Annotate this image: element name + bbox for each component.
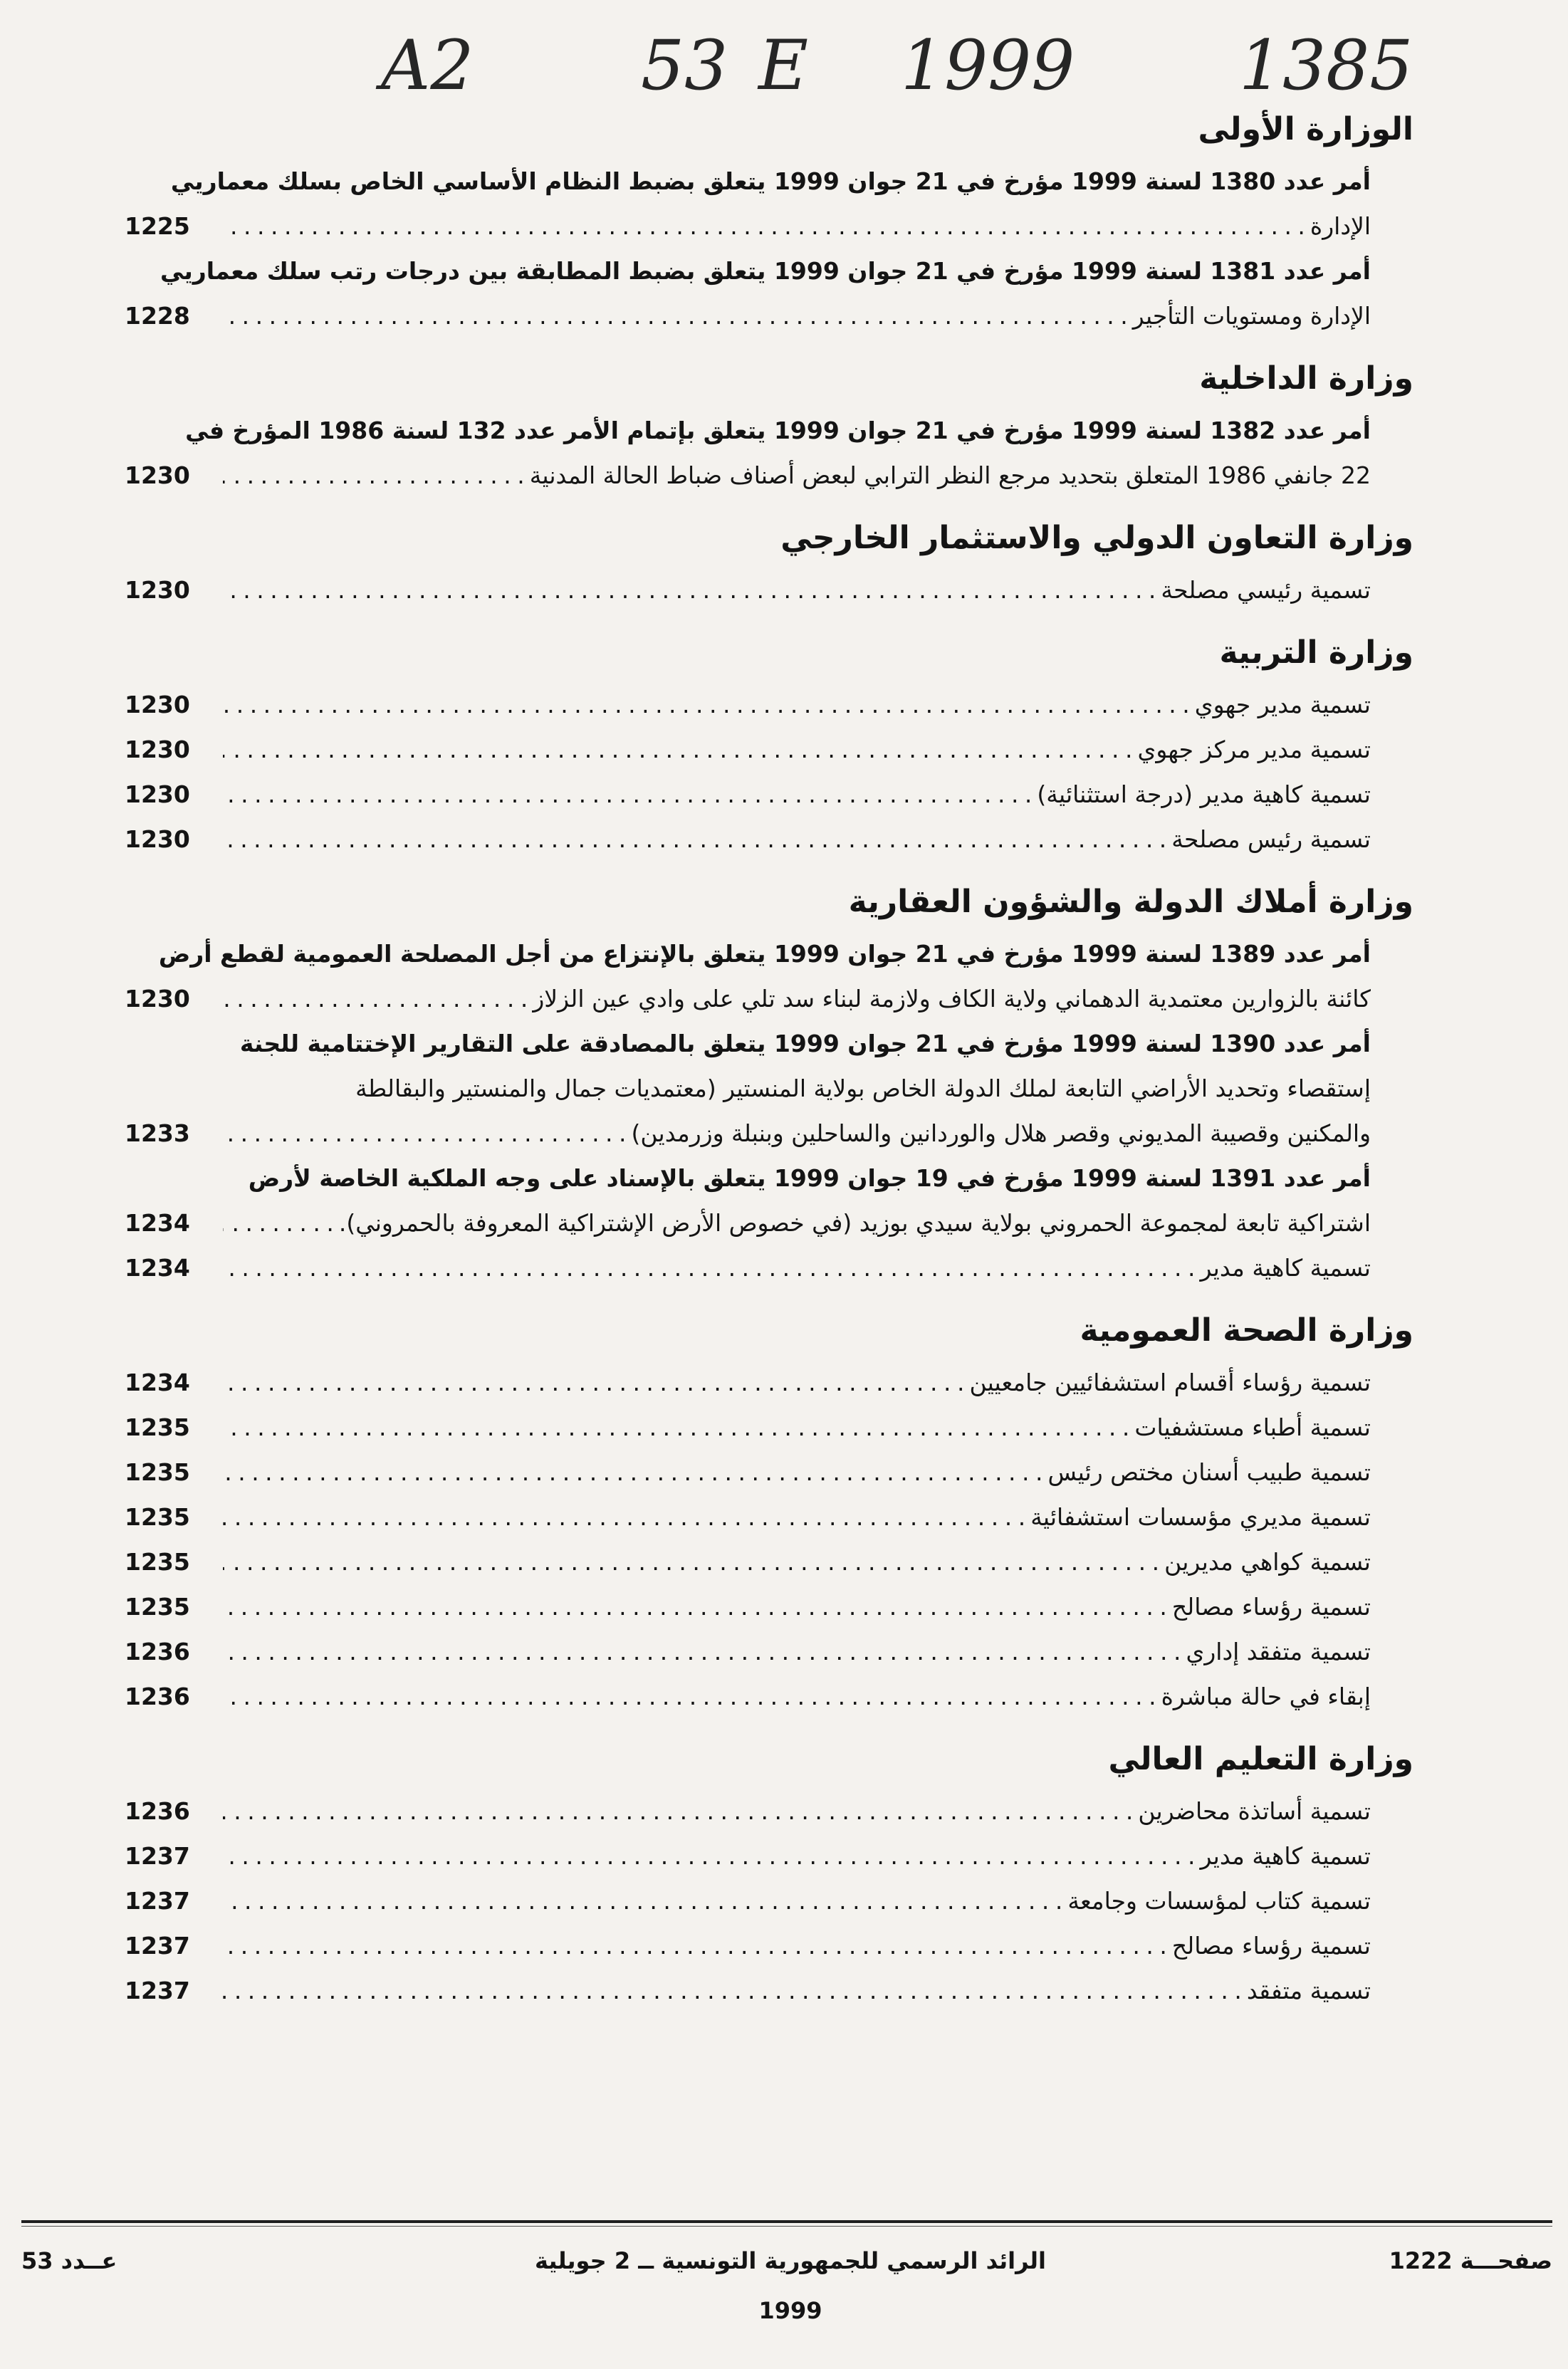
item-text: تسمية كتاب لمؤسسات وجامعة: [1067, 1887, 1371, 1915]
page-number: 1235: [125, 1593, 190, 1621]
dot-leader: [223, 453, 524, 498]
dot-leader: [223, 727, 1131, 772]
footer-divider-thin: [21, 2226, 1552, 2227]
list-item: [125, 1923, 1413, 1968]
page-number: 1230: [125, 825, 190, 853]
handwritten-annotation: 1999: [901, 26, 1075, 105]
decree-line: [125, 1111, 1371, 1156]
dot-leader: [223, 682, 1189, 727]
dot-leader: [223, 204, 1305, 249]
page-number: 1237: [125, 1842, 190, 1870]
list-item: [125, 1360, 1413, 1405]
dot-leader: [223, 1789, 1132, 1834]
decree-entry: [125, 159, 1413, 249]
list-item: [125, 682, 1413, 727]
page-number: 1234: [125, 1369, 190, 1396]
list-item: [125, 1245, 1413, 1290]
dot-leader: [223, 1245, 1194, 1290]
decree-text: والمكنين وقصيبة المديوني وقصر هلال والوردانين والساحلين وبنبلة وزرمدين): [631, 1119, 1371, 1147]
page-number: 1236: [125, 1797, 190, 1825]
page-number: 1230: [125, 780, 190, 808]
item-text: تسمية كاهية مدير (درجة استثنائية): [1037, 780, 1371, 808]
item-text: تسمية طبيب أسنان مختص رئيس: [1047, 1458, 1371, 1486]
page-number: 1233: [125, 1119, 190, 1147]
page-number: 1234: [125, 1209, 190, 1237]
dot-leader: [223, 1674, 1156, 1719]
page-number: 1237: [125, 1932, 190, 1960]
page-number: 1230: [125, 576, 190, 604]
decree-text: الإدارة ومستويات التأجير: [1132, 302, 1371, 330]
decree-entry: [125, 1156, 1413, 1245]
decree-line: [125, 1201, 1371, 1245]
list-item: [125, 1629, 1413, 1674]
item-text: تسمية أساتذة محاضرين: [1138, 1797, 1371, 1825]
list-item: [125, 1968, 1413, 2013]
footer-journal-title: الرائد الرسمي للجمهورية التونسية ــ 2 جويلية 1999: [535, 2247, 1046, 2324]
item-text: تسمية أطباء مستشفيات: [1134, 1413, 1371, 1441]
footer-divider: [21, 2220, 1552, 2223]
dot-leader: [223, 1539, 1159, 1584]
list-item: [125, 1789, 1413, 1834]
decree-entry: [125, 931, 1413, 1021]
decree-entry: [125, 1021, 1413, 1156]
list-item: [125, 1405, 1413, 1450]
dot-leader: [223, 817, 1166, 862]
page-number: 1235: [125, 1548, 190, 1576]
decree-entry: [125, 249, 1413, 338]
section-title: وزارة الداخلية: [1199, 360, 1413, 397]
item-text: تسمية رئيسي مصلحة: [1161, 576, 1371, 604]
section-title: الوزارة الأولى: [1198, 111, 1413, 147]
dot-leader: [223, 772, 1031, 817]
dot-leader: [223, 1405, 1129, 1450]
decree-line: [125, 293, 1371, 338]
decree-line: [125, 204, 1371, 249]
section-title: وزارة أملاك الدولة والشؤون العقارية: [848, 884, 1413, 920]
page-number: 1237: [125, 1977, 190, 2004]
page-number: 1237: [125, 1887, 190, 1915]
decree-text: 22 جانفي 1986 المتعلق بتحديد مرجع النظر الترابي لبعض أصناف ضباط الحالة المدنية: [529, 461, 1371, 489]
item-text: تسمية رؤساء أقسام استشفائيين جامعيين: [969, 1369, 1371, 1396]
decree-line: [125, 976, 1371, 1021]
list-item: [125, 1495, 1413, 1539]
page-number: 1230: [125, 736, 190, 763]
decree-text: كائنة بالزوارين معتمدية الدهماني ولاية الكاف ولازمة لبناء سد تلي على وادي عين الزلاز: [533, 985, 1371, 1013]
footer-issue-number: عــدد 53: [21, 2247, 117, 2274]
list-item: [125, 1584, 1413, 1629]
handwritten-annotation: E: [758, 26, 809, 105]
dot-leader: [223, 1495, 1025, 1539]
table-of-contents: [125, 103, 1413, 2133]
handwritten-annotation: 53: [641, 26, 728, 105]
dot-leader: [223, 1629, 1181, 1674]
page-footer: [21, 2236, 1552, 2324]
page-number: 1235: [125, 1458, 190, 1486]
dot-leader: [223, 1111, 626, 1156]
item-text: تسمية مديري مؤسسات استشفائية: [1030, 1503, 1371, 1531]
page-number: 1225: [125, 212, 190, 240]
page-number: 1230: [125, 461, 190, 489]
dot-leader: [223, 1360, 963, 1405]
page-number: 1235: [125, 1413, 190, 1441]
page-number: 1236: [125, 1683, 190, 1710]
list-item: [125, 1834, 1413, 1878]
list-item: [125, 772, 1413, 817]
item-text: تسمية كاهية مدير: [1200, 1254, 1371, 1282]
dot-leader: [223, 568, 1155, 612]
dot-leader: [223, 1923, 1166, 1968]
section-title: وزارة التربية: [1219, 634, 1413, 671]
item-text: تسمية مدير مركز جهوي: [1137, 736, 1371, 763]
dot-leader: [223, 1201, 333, 1245]
decree-line: أمر عدد 1390 لسنة 1999 مؤرخ في 21 جوان 1999 يتعلق بالمصادقة على التقارير الإختتامية للجنة: [239, 1030, 1371, 1057]
section-title: وزارة التعليم العالي: [1108, 1741, 1413, 1777]
dot-leader: [223, 1878, 1062, 1923]
handwritten-annotation: 1385: [1239, 26, 1413, 105]
page-number: 1230: [125, 691, 190, 718]
dot-leader: [223, 293, 1127, 338]
dot-leader: [223, 1834, 1194, 1878]
decree-line: أمر عدد 1381 لسنة 1999 مؤرخ في 21 جوان 1999 يتعلق بضبط المطابقة بين درجات رتب سلك معماريي: [160, 257, 1371, 285]
list-item: [125, 1539, 1413, 1584]
list-item: [125, 1450, 1413, 1495]
decree-line: [125, 453, 1371, 498]
page-number: 1228: [125, 302, 190, 330]
decree-line: أمر عدد 1382 لسنة 1999 مؤرخ في 21 جوان 1999 يتعلق بإتمام الأمر عدد 132 لسنة 1986 المؤرخ في: [185, 417, 1371, 444]
item-text: تسمية كاهية مدير: [1200, 1842, 1371, 1870]
item-text: تسمية كواهي مديرين: [1164, 1548, 1371, 1576]
decree-entry: [125, 408, 1413, 498]
dot-leader: [223, 1450, 1042, 1495]
page-number: 1236: [125, 1638, 190, 1665]
list-item: [125, 1674, 1413, 1719]
dot-leader: [223, 1584, 1166, 1629]
page-number: 1235: [125, 1503, 190, 1531]
decree-line: أمر عدد 1389 لسنة 1999 مؤرخ في 21 جوان 1999 يتعلق بالإنتزاع من أجل المصلحة العمومية لقطع أرض: [158, 940, 1371, 968]
item-text: تسمية متفقد إداري: [1186, 1638, 1371, 1665]
page-number: 1230: [125, 985, 190, 1013]
decree-line: أمر عدد 1380 لسنة 1999 مؤرخ في 21 جوان 1999 يتعلق بضبط النظام الأساسي الخاص بسلك معماريي: [170, 167, 1371, 195]
decree-text: اشتراكية تابعة لمجموعة الحمروني بولاية سيدي بوزيد (في خصوص الأرض الإشتراكية المعروفة بالحمروني).: [338, 1209, 1371, 1237]
item-text: تسمية رئيس مصلحة: [1171, 825, 1371, 853]
footer-page-number: صفحـــة 1222: [1389, 2247, 1552, 2274]
dot-leader: [223, 1968, 1241, 2013]
item-text: تسمية متفقد: [1246, 1977, 1371, 2004]
item-text: تسمية رؤساء مصالح: [1171, 1932, 1371, 1960]
item-text: إبقاء في حالة مباشرة: [1161, 1683, 1371, 1710]
item-text: تسمية مدير جهوي: [1194, 691, 1371, 718]
handwritten-annotation: A2: [381, 26, 474, 105]
list-item: [125, 817, 1413, 862]
list-item: [125, 727, 1413, 772]
dot-leader: [223, 976, 527, 1021]
decree-text: الإدارة: [1310, 212, 1371, 240]
decree-line: أمر عدد 1391 لسنة 1999 مؤرخ في 19 جوان 1999 يتعلق بالإسناد على وجه الملكية الخاصة لأرض: [248, 1164, 1371, 1192]
section-title: وزارة الصحة العمومية: [1080, 1312, 1413, 1349]
list-item: [125, 568, 1413, 612]
item-text: تسمية رؤساء مصالح: [1171, 1593, 1371, 1621]
decree-line: إستقصاء وتحديد الأراضي التابعة لملك الدولة الخاص بولاية المنستير (معتمديات جمال والمنستير والبقالطة: [355, 1074, 1371, 1102]
page-number: 1234: [125, 1254, 190, 1282]
list-item: [125, 1878, 1413, 1923]
section-title: وزارة التعاون الدولي والاستثمار الخارجي: [780, 520, 1413, 556]
